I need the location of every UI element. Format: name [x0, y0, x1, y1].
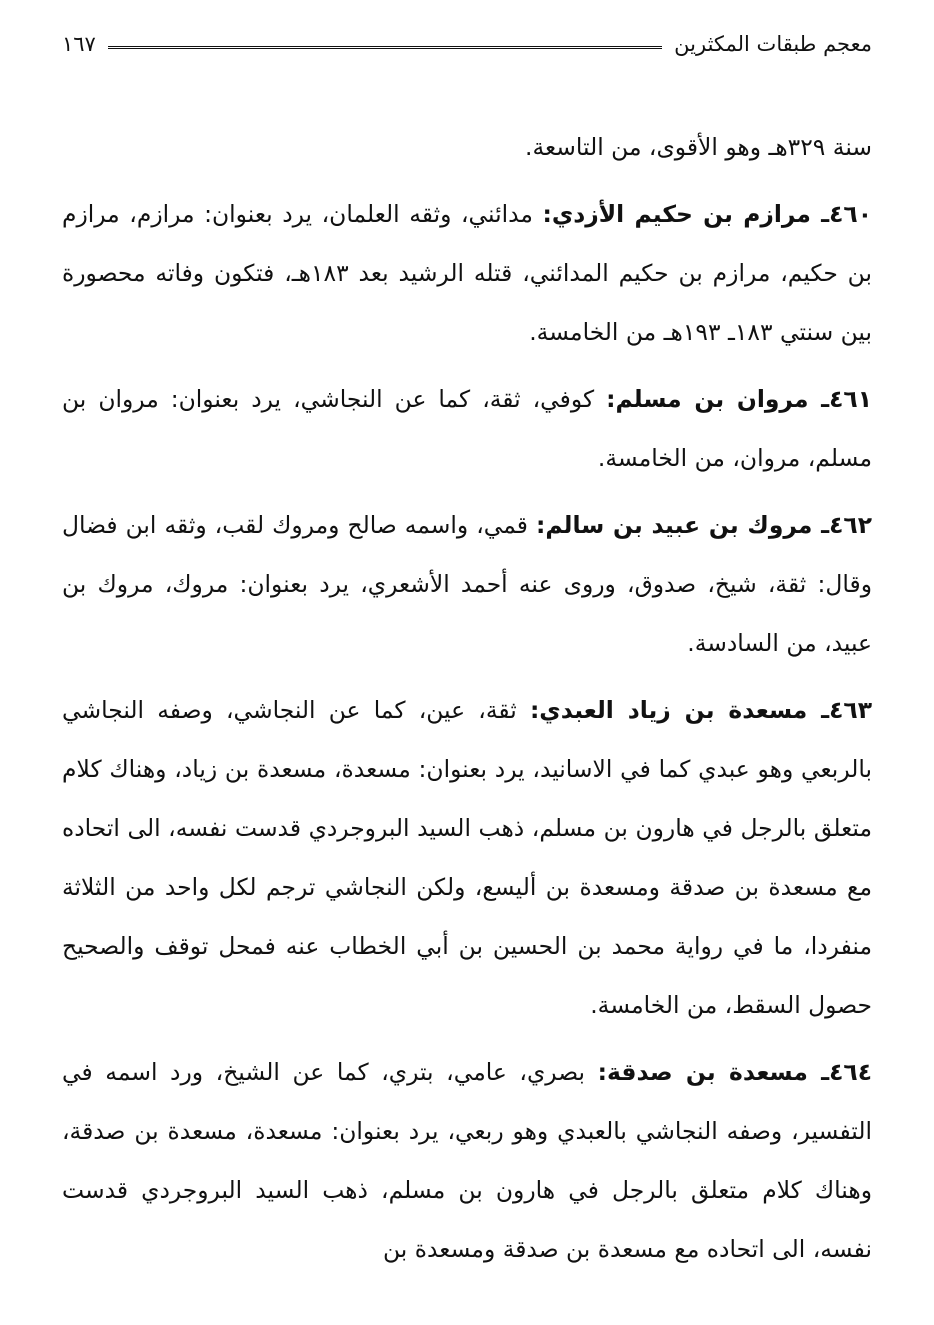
entry-text: بصري، عامي، بتري، كما عن الشيخ، ورد اسمه في التفسير، وصفه النجاشي بالعبدي وهو ربعي، يرد بعنوان: مسعدة، مسعدة بن صدقة، وهناك كلام متعلق بالرجل في هارون بن مسلم، ذهب السيد البروجردي قدست نفسه، الى اتحاده مع مسعدة بن صدقة ومسعدة بن [62, 1058, 872, 1263]
entry-heading: ٤٦٠ـ مرازم بن حكيم الأزدي: [542, 200, 872, 228]
entry-464 [62, 1043, 872, 1279]
running-header [62, 22, 872, 66]
body-text [62, 118, 872, 1279]
page-number: ١٦٧ [62, 32, 96, 56]
continuation-paragraph [62, 118, 872, 177]
entry-text: ثقة، عين، كما عن النجاشي، وصفه النجاشي بالربعي وهو عبدي كما في الاسانيد، يرد بعنوان: مسعدة، مسعدة بن زياد، وهناك كلام متعلق بالرجل في هارون بن مسلم، ذهب السيد البروجردي قدست نفسه، الى اتحاده مع مسعدة بن صدقة ومسعدة بن أليسع، ولكن النجاشي ترجم لكل واحد من الثلاثة منفردا، ما في رواية محمد بن الحسين بن أبي الخطاب عنه فمحل توقف والصحيح حصول السقط، من الخامسة. [62, 696, 872, 1019]
entry-460 [62, 185, 872, 362]
book-page [62, 22, 872, 1312]
header-rule [108, 46, 662, 49]
book-title: معجم طبقات المكثرين [674, 32, 872, 56]
entry-462 [62, 496, 872, 673]
entry-text: قمي، واسمه صالح ومروك لقب، وثقه ابن فضال وقال: ثقة، شيخ، صدوق، وروى عنه أحمد الأشعري، يرد بعنوان: مروك، مروك بن عبيد، من السادسة. [62, 511, 872, 657]
entry-461 [62, 370, 872, 488]
entry-heading: ٤٦٣ـ مسعدة بن زياد العبدي: [529, 696, 872, 724]
entry-text: كوفي، ثقة، كما عن النجاشي، يرد بعنوان: مروان بن مسلم، مروان، من الخامسة. [62, 385, 872, 472]
entry-heading: ٤٦١ـ مروان بن مسلم: [606, 385, 872, 413]
paragraph-text: سنة ٣٢٩هـ وهو الأقوى، من التاسعة. [525, 133, 872, 161]
entry-463 [62, 681, 872, 1035]
entry-heading: ٤٦٤ـ مسعدة بن صدقة: [597, 1058, 872, 1086]
entry-heading: ٤٦٢ـ مروك بن عبيد بن سالم: [535, 511, 872, 539]
entry-text: مدائني، وثقه العلمان، يرد بعنوان: مرازم، مرازم بن حكيم، مرازم بن حكيم المدائني، قتله الرشيد بعد ١٨٣هـ، فتكون وفاته محصورة بين سنتي ١٨٣ـ ١٩٣هـ من الخامسة. [62, 200, 872, 346]
